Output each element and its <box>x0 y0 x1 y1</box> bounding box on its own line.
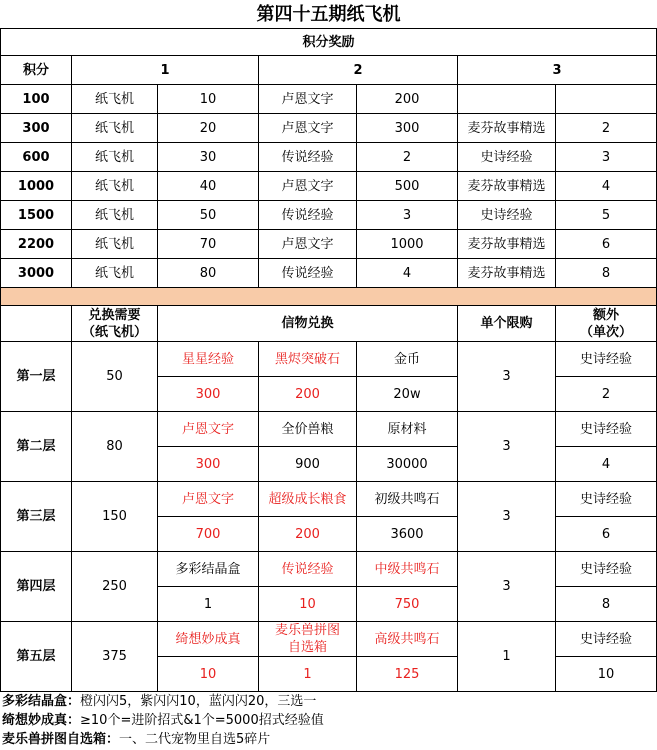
tier-item-label: 中级共鸣石 <box>357 552 458 587</box>
item1-qty: 50 <box>158 201 259 230</box>
page-title: 第四十五期纸飞机 <box>256 3 401 25</box>
item3-name: 史诗经验 <box>458 143 556 172</box>
tier-item-label: 黑烬突破石 <box>259 342 357 377</box>
item1-qty: 80 <box>158 259 259 288</box>
item3-qty: 8 <box>556 259 657 288</box>
tier-extra-item: 史诗经验 <box>556 342 657 377</box>
tier-limit: 3 <box>458 412 556 482</box>
item2-qty: 200 <box>357 85 458 114</box>
separator-band <box>1 288 657 306</box>
tier-extra-qty: 6 <box>556 517 657 552</box>
tier-item-qty: 30000 <box>357 447 458 482</box>
extra-header-line2: （单次） <box>580 324 633 340</box>
item1-name: 纸飞机 <box>72 230 158 259</box>
tier-limit: 3 <box>458 552 556 622</box>
tier-cost: 150 <box>72 482 158 552</box>
tier-cost: 80 <box>72 412 158 482</box>
tier-cost: 50 <box>72 342 158 412</box>
tier-label-row <box>1 482 657 517</box>
note-text: 一、二代宠物里自选5碎片 <box>119 732 271 747</box>
item2-qty: 1000 <box>357 230 458 259</box>
reward-row <box>1 172 657 201</box>
tier-label-row <box>1 342 657 377</box>
tier-extra-qty: 2 <box>556 377 657 412</box>
tier-extra-item: 史诗经验 <box>556 482 657 517</box>
item3-name: 麦芬故事精选 <box>458 259 556 288</box>
tier-item-qty: 300 <box>158 447 259 482</box>
note-text: 橙闪闪5，紫闪闪10，蓝闪闪20，三选一 <box>80 694 317 709</box>
item3-qty: 2 <box>556 114 657 143</box>
item3-name: 麦芬故事精选 <box>458 230 556 259</box>
points-cell: 600 <box>1 143 72 172</box>
reward-row <box>1 201 657 230</box>
reward-row <box>1 114 657 143</box>
item2-name: 传说经验 <box>259 259 357 288</box>
tier-item-label: 卢恩文字 <box>158 412 259 447</box>
item3-qty <box>556 85 657 114</box>
tier-item-label: 绮想妙成真 <box>158 622 259 657</box>
item1-name: 纸飞机 <box>72 85 158 114</box>
tier-label-row <box>1 412 657 447</box>
exchange-header-row <box>1 306 657 342</box>
tier-item-label: 传说经验 <box>259 552 357 587</box>
item1-name: 纸飞机 <box>72 114 158 143</box>
note-key: 麦乐兽拼图自选箱： <box>2 732 120 747</box>
item1-name: 纸飞机 <box>72 172 158 201</box>
item2-qty: 500 <box>357 172 458 201</box>
tier-name: 第三层 <box>1 482 72 552</box>
points-cell: 300 <box>1 114 72 143</box>
tier-item-qty: 10 <box>158 657 259 692</box>
tier-extra-item: 史诗经验 <box>556 622 657 657</box>
points-column-header: 积分 <box>1 56 72 85</box>
reward-row <box>1 230 657 259</box>
tier-item-qty: 300 <box>158 377 259 412</box>
tier-item-qty: 900 <box>259 447 357 482</box>
tier-item-label: 全价兽粮 <box>259 412 357 447</box>
note-key: 多彩结晶盒： <box>2 694 81 709</box>
item1-qty: 70 <box>158 230 259 259</box>
cost-header-line2: （纸飞机） <box>81 324 147 340</box>
cost-header-line1: 兑换需要 <box>88 307 141 323</box>
item3-name: 麦芬故事精选 <box>458 172 556 201</box>
tier-name: 第四层 <box>1 552 72 622</box>
tier-limit: 3 <box>458 482 556 552</box>
points-cell: 2200 <box>1 230 72 259</box>
tier-limit: 1 <box>458 622 556 692</box>
reward-row <box>1 143 657 172</box>
tier-item-qty: 1 <box>158 587 259 622</box>
item1-name: 纸飞机 <box>72 143 158 172</box>
points-cell: 3000 <box>1 259 72 288</box>
item1-name: 纸飞机 <box>72 259 158 288</box>
item3-qty: 4 <box>556 172 657 201</box>
note-key: 绮想妙成真： <box>2 713 81 728</box>
tier-item-label: 多彩结晶盒 <box>158 552 259 587</box>
rewards-header: 积分奖励 <box>1 29 657 56</box>
item1-qty: 30 <box>158 143 259 172</box>
note-line <box>0 730 656 749</box>
item2-qty: 4 <box>357 259 458 288</box>
item3-name: 麦芬故事精选 <box>458 114 556 143</box>
tier-item-label: 初级共鸣石 <box>357 482 458 517</box>
tier-item-qty: 750 <box>357 587 458 622</box>
tier-item-label: 麦乐兽拼图 自选箱 <box>259 622 357 657</box>
layer-column-header <box>1 306 72 342</box>
note-text: ≥10个=进阶招式&1个=5000招式经验值 <box>80 713 324 728</box>
limit-column-header: 单个限购 <box>458 306 556 342</box>
separator-row <box>1 288 657 306</box>
tier-item-label: 卢恩文字 <box>158 482 259 517</box>
tier-item-qty: 10 <box>259 587 357 622</box>
extra-header-line1: 额外 <box>593 307 620 323</box>
item2-name: 传说经验 <box>259 201 357 230</box>
item2-qty: 3 <box>357 201 458 230</box>
item1-name: 纸飞机 <box>72 201 158 230</box>
cost-column-header <box>72 306 158 342</box>
points-cell: 1500 <box>1 201 72 230</box>
tier-cost: 250 <box>72 552 158 622</box>
item2-name: 卢恩文字 <box>259 85 357 114</box>
points-cell: 1000 <box>1 172 72 201</box>
tier-item-qty: 700 <box>158 517 259 552</box>
group-header-3: 3 <box>458 56 657 85</box>
item1-qty: 10 <box>158 85 259 114</box>
tier-limit: 3 <box>458 342 556 412</box>
extra-column-header <box>556 306 657 342</box>
tier-item-label: 高级共鸣石 <box>357 622 458 657</box>
item1-qty: 40 <box>158 172 259 201</box>
item3-qty: 6 <box>556 230 657 259</box>
points-cell: 100 <box>1 85 72 114</box>
tier-name: 第二层 <box>1 412 72 482</box>
tier-item-label: 原材料 <box>357 412 458 447</box>
tier-item-qty: 125 <box>357 657 458 692</box>
tier-extra-item: 史诗经验 <box>556 552 657 587</box>
item3-qty: 5 <box>556 201 657 230</box>
tier-name: 第一层 <box>1 342 72 412</box>
notes <box>0 692 656 749</box>
tier-cost: 375 <box>72 622 158 692</box>
tier-item-qty: 1 <box>259 657 357 692</box>
items-column-header: 信物兑换 <box>158 306 458 342</box>
tier-name: 第五层 <box>1 622 72 692</box>
note-line <box>0 692 656 711</box>
item2-name: 传说经验 <box>259 143 357 172</box>
note-line <box>0 711 656 730</box>
tier-item-label: 超级成长粮食 <box>259 482 357 517</box>
tier-extra-qty: 4 <box>556 447 657 482</box>
tier-extra-qty: 10 <box>556 657 657 692</box>
item3-name: 史诗经验 <box>458 201 556 230</box>
tier-item-label: 金币 <box>357 342 458 377</box>
tier-extra-item: 史诗经验 <box>556 412 657 447</box>
tier-item-qty: 20w <box>357 377 458 412</box>
item2-name: 卢恩文字 <box>259 230 357 259</box>
item2-name: 卢恩文字 <box>259 172 357 201</box>
tier-item-qty: 3600 <box>357 517 458 552</box>
tier-label-row <box>1 622 657 657</box>
group-header-2: 2 <box>259 56 458 85</box>
tier-item-label: 星星经验 <box>158 342 259 377</box>
tier-item-qty: 200 <box>259 517 357 552</box>
reward-row <box>1 85 657 114</box>
item2-qty: 2 <box>357 143 458 172</box>
item2-qty: 300 <box>357 114 458 143</box>
item2-name: 卢恩文字 <box>259 114 357 143</box>
tier-label-row <box>1 552 657 587</box>
item1-qty: 20 <box>158 114 259 143</box>
item3-name <box>458 85 556 114</box>
item3-qty: 3 <box>556 143 657 172</box>
group-header-1: 1 <box>72 56 259 85</box>
reward-row <box>1 259 657 288</box>
tier-item-qty: 200 <box>259 377 357 412</box>
tier-extra-qty: 8 <box>556 587 657 622</box>
